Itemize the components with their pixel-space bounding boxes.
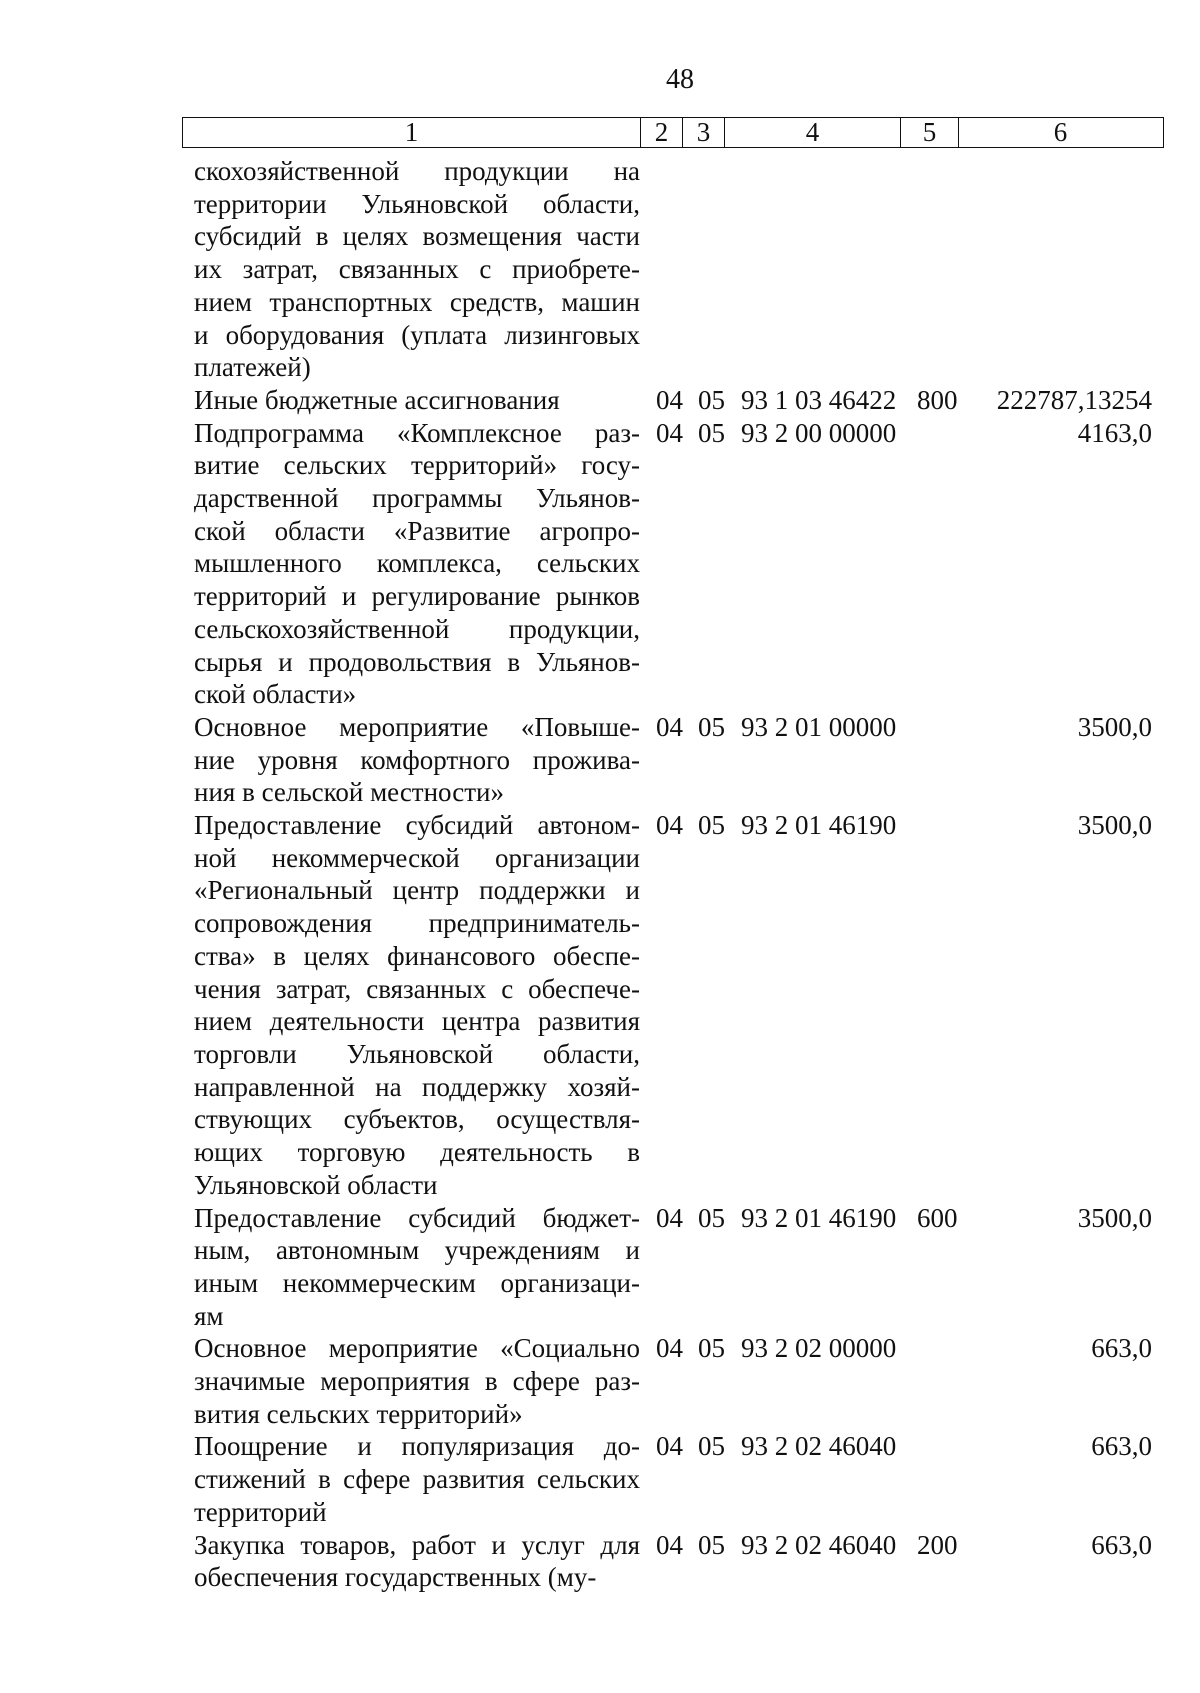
description-line: ствующих субъектов, осуществля- [194,1104,640,1135]
description-line: ской области» [194,679,357,710]
target-article-code: 93 2 00 00000 [741,417,897,448]
row-description [194,711,640,809]
description-line: и оборудования (уплата лизинговых [194,319,640,350]
description-line: их затрат, связанных с приобрете- [194,254,640,285]
amount: 663,0 [1091,1431,1152,1462]
subsection-code: 05 [698,1202,725,1233]
description-line: ям [194,1300,224,1331]
description-line: платежей) [194,352,311,383]
row-description [194,417,640,711]
amount: 663,0 [1091,1529,1152,1560]
subsection-code: 05 [698,711,725,742]
table-row [194,809,1154,1201]
table-row [194,1202,1154,1333]
page-number: 48 [666,64,694,95]
table-row [194,1529,1154,1594]
row-description [194,1430,640,1528]
subsection-code: 05 [698,810,725,841]
description-line: значимые мероприятия в сфере раз- [194,1366,640,1397]
subsection-code: 05 [698,384,725,415]
amount: 3500,0 [1077,711,1152,742]
row-description [194,384,640,417]
target-article-code: 93 2 01 46190 [741,810,897,841]
subsection-code: 05 [698,1529,725,1560]
section-code: 04 [656,1431,683,1462]
description-line: ние уровня комфортного прожива- [194,744,640,775]
row-description [194,1529,640,1594]
amount: 3500,0 [1077,1202,1152,1233]
description-line: сопровождения предприниматель- [194,908,640,939]
description-line: Основное мероприятие «Социально [194,1333,640,1364]
description-line: нием транспортных средств, машин [194,286,640,317]
description-line: Иные бюджетные ассигнования [194,384,560,415]
section-code: 04 [656,384,683,415]
description-line: вития сельских территорий» [194,1398,523,1429]
header-col-1: 1 [183,118,641,147]
description-line: Предоставление субсидий бюджет- [194,1202,640,1233]
amount: 222787,13254 [996,384,1152,415]
description-line: иным некоммерческим организаци- [194,1267,640,1298]
amount: 4163,0 [1077,417,1152,448]
target-article-code: 93 2 02 46040 [741,1431,897,1462]
description-line: ным, автономным учреждениям и [194,1235,640,1266]
description-line: «Региональный центр поддержки и [194,875,640,906]
section-code: 04 [656,1333,683,1364]
section-code: 04 [656,1529,683,1560]
description-line: сельскохозяйственной продукции, [194,613,640,644]
description-line: обеспечения государственных (му- [194,1562,597,1593]
description-line: стижений в сфере развития сельских [194,1464,640,1495]
section-code: 04 [656,711,683,742]
header-col-2: 2 [641,118,683,147]
description-line: ющих торговую деятельность в [194,1137,640,1168]
description-line: территорий и регулирование рынков [194,581,640,612]
description-line: скохозяйственной продукции на [194,156,640,186]
subsection-code: 05 [698,417,725,448]
description-line: чения затрат, связанных с обеспече- [194,973,640,1004]
description-line: Подпрограмма «Комплексное раз- [194,417,640,448]
table-header [182,117,1164,148]
description-line: мышленного комплекса, сельских [194,548,640,579]
header-col-4: 4 [725,118,901,147]
target-article-code: 93 2 01 00000 [741,711,897,742]
description-line: Основное мероприятие «Повыше- [194,711,640,742]
description-line: Поощрение и популяризация до- [194,1431,640,1462]
target-article-code: 93 2 02 00000 [741,1333,897,1364]
target-article-code: 93 2 01 46190 [741,1202,897,1233]
subsection-code: 05 [698,1333,725,1364]
section-code: 04 [656,810,683,841]
description-line: направленной на поддержку хозяй- [194,1071,640,1102]
header-col-3: 3 [683,118,725,147]
description-line: дарственной программы Ульянов- [194,483,640,514]
description-line: ной некоммерческой организации [194,842,640,873]
description-line: территорий [194,1496,327,1527]
header-col-6: 6 [1053,117,1068,147]
amount: 3500,0 [1077,810,1152,841]
target-article-code: 93 2 02 46040 [741,1529,897,1560]
description-line: сырья и продовольствия в Ульянов- [194,646,640,677]
description-line: торговли Ульяновской области, [194,1038,640,1069]
section-code: 04 [656,417,683,448]
description-line: субсидий в целях возмещения части [194,221,640,252]
amount: 663,0 [1091,1333,1152,1364]
subsection-code: 05 [698,1431,725,1462]
description-line: нием деятельности центра развития [194,1006,640,1037]
header-col-5: 5 [901,118,959,147]
description-line: витие сельских территорий» госу- [194,450,640,481]
row-description [194,809,640,1201]
row-description [194,1332,640,1430]
table-row [194,155,1154,384]
section-code: 04 [656,1202,683,1233]
description-line: ской области «Развитие агропро- [194,515,640,546]
description-line: ства» в целях финансового обеспе- [194,940,640,971]
table-row [194,711,1154,809]
target-article-code: 93 1 03 46422 [741,384,897,415]
description-line: ния в сельской местности» [194,777,504,808]
expense-type-code: 600 [917,1202,958,1233]
expense-type-code: 800 [917,384,958,415]
table-body [194,155,1154,1594]
table-row [194,1332,1154,1430]
table-row [194,1430,1154,1528]
description-line: Предоставление субсидий автоном- [194,810,640,841]
row-description [194,1202,640,1333]
expense-type-code: 200 [917,1529,958,1560]
description-line: территории Ульяновской области, [194,188,640,219]
description-line: Ульяновской области [194,1169,438,1200]
table-row [194,417,1154,711]
description-line: Закупка товаров, работ и услуг для [194,1529,640,1560]
row-description [194,155,640,384]
table-row [194,384,1154,417]
